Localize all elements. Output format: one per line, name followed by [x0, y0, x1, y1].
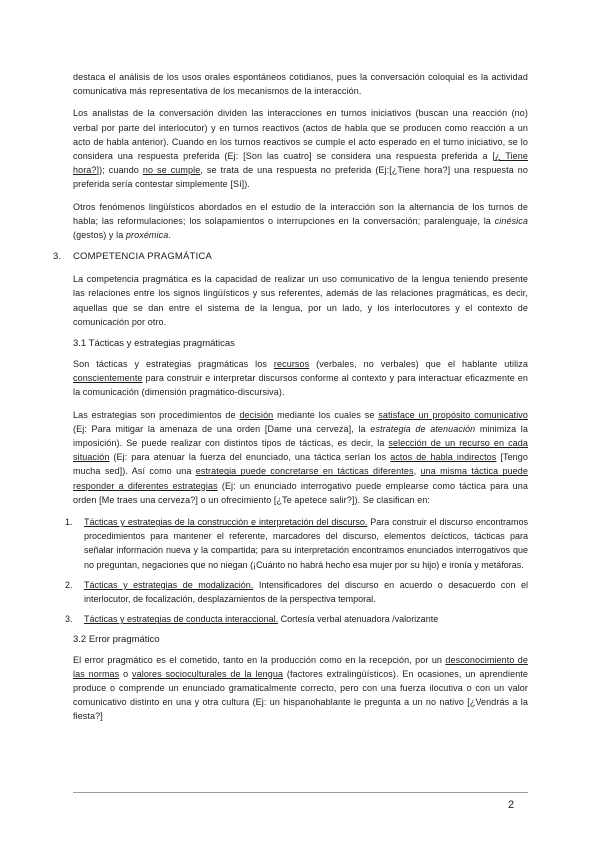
subsection-heading: 3.1 Tácticas y estrategias pragmáticas	[73, 338, 235, 350]
paragraph-tacticas	[73, 357, 528, 400]
text-run: (Ej: Para mitigar la amenaza de una orden [Dame una cerveza], la	[73, 423, 371, 434]
paragraph-error	[73, 653, 528, 724]
list-item	[65, 578, 528, 606]
subsection-heading: 3.2 Error pragmático	[73, 633, 160, 645]
text-run: Las estrategias son procedimientos de	[73, 409, 240, 420]
list-item-text: Para construir el discurso encontramos procedimientos para mantener el referente, marcadores del discurso, elementos deícticos, tácticas para señalar información nueva y la compartida; para su interpretación encontramos enunciados interrogativos que no preguntan, negaciones que no niegan (¡Cuánto no habrá hecho esa mujer por su hijo) e ironía y metáforas.	[84, 517, 528, 570]
text-run: , se trata de una respuesta no preferida (Ej:[¿Tiene hora?] una respuesta no preferida sería contestar simplemente [Sí]).	[73, 165, 528, 190]
text-run: [Tengo mucha sed]). Así como una	[73, 452, 528, 477]
underlined-text: recursos	[273, 359, 310, 370]
text-run: o	[119, 668, 133, 679]
underlined-text: estrategia puede concretarse en tácticas diferentes	[195, 466, 414, 477]
list-item-title: Tácticas y estrategias de modalización.	[84, 579, 254, 590]
classification-list	[65, 515, 528, 626]
text-run: (factores extralingüísticos). En ocasiones, un aprendiente produce o comprende un enunciado gramaticalmente correcto, pero con una fuerza ilocutiva o con un valor comunicativo distinto en una y otra cultura (Ej: un hispanohablante le pregunta a un no nativo [¿Vendrás a la fiesta?]	[73, 668, 528, 722]
underlined-text: satisface un propósito comunicativo	[378, 409, 529, 420]
paragraph-estrategias	[73, 408, 528, 507]
text-run: Los analistas de la conversación dividen las interacciones en turnos iniciativos (buscan una reacción (no) verbal por parte del interlocutor) y en turnos reactivos (actos de habla que se producen como reacción a un acto de habla anterior). Cuando en los turnos reactivos se cumple el acto esperado en el turno iniciativo, se lo considera una respuesta preferida (Ej: [Son las cuatro] se considera una respuesta preferida a [	[73, 108, 528, 162]
underlined-text: conscientemente	[73, 373, 143, 384]
italic-text: estrategia de atenuación	[370, 423, 476, 434]
list-number: 3.	[65, 614, 73, 625]
text-run: (Ej: un enunciado interrogativo puede emplearse como táctica para una orden [Me traes una cerveza?] o un ofrecimiento [¿Te apetece salir?]). Se clasifican en:	[73, 480, 528, 505]
text-run: ]); cuando	[96, 165, 143, 176]
text-run: (Ej: para atenuar la fuerza del enunciado, una táctica serían los	[109, 452, 391, 463]
text-run: (verbales, no verbales) que el hablante utiliza	[309, 359, 528, 370]
list-number: 2.	[65, 579, 73, 590]
list-item-title: Tácticas y estrategias de la construcción e interpretación del discurso.	[84, 517, 368, 528]
italic-text: proxémica	[125, 230, 169, 241]
text-run: .	[168, 230, 171, 241]
list-number: 1.	[65, 517, 73, 528]
text-run: Son tácticas y estrategias pragmáticas los	[73, 359, 274, 370]
underlined-text: actos de habla indirectos	[390, 452, 497, 463]
list-item-title: Tácticas y estrategias de conducta interaccional.	[84, 614, 279, 625]
underlined-text: no se cumple	[142, 165, 201, 176]
paragraph-competencia	[73, 272, 528, 329]
page-content	[53, 70, 529, 732]
italic-text: cinésica	[494, 215, 528, 226]
text-run: El error pragmático es el cometido, tanto en la producción como en la recepción, por un	[73, 654, 446, 665]
text-run: La competencia pragmática es la capacidad de realizar un uso comunicativo de la lengua teniendo presente las relaciones entre los signos lingüísticos y sus referentes, además de las relaciones pragmáticas, es decir, aquellas que se dan entre el sistema de la lengua, por un lado, y los interlocutores y el contexto de comunicación por otro.	[73, 274, 528, 327]
underlined-text: valores socioculturales de la lengua	[132, 668, 284, 679]
page-number: 2	[508, 799, 515, 811]
text-run: destaca el análisis de los usos orales espontáneos cotidianos, pues la conversación coloquial es la actividad comunicativa más representativa de los mecanismos de la interacción.	[73, 72, 528, 97]
list-item-text: Cortesía verbal atenuadora /valorizante	[278, 614, 439, 625]
underlined-text: ¿ Tiene hora?	[73, 151, 528, 176]
text-run: mediante los cuales se	[273, 409, 379, 420]
paragraph-analistas	[73, 106, 528, 191]
text-run: ,	[413, 466, 421, 477]
text-run: para construir e interpretar discursos conforme al contexto y para interactuar eficazmente en la comunicación (dimensión pragmático-discursiva).	[73, 373, 528, 398]
section-title: COMPETENCIA PRAGMÁTICA	[73, 251, 213, 263]
section-heading	[53, 250, 528, 263]
list-item	[65, 612, 528, 626]
text-run: Otros fenómenos lingüísticos abordados en el estudio de la interacción son la alternancia de los turnos de habla; las reformulaciones; los solapamientos o interrupciones en la conversación; paralenguaje, la	[73, 201, 528, 226]
list-item	[65, 515, 528, 572]
underlined-text: una misma táctica puede responder a diferentes estrategias	[73, 466, 528, 491]
text-run: (gestos) y la	[73, 230, 126, 241]
section-number: 3.	[53, 251, 62, 263]
text-run: minimiza la imposición). Se puede realizar con distintos tipos de tácticas, es decir, la	[73, 423, 528, 449]
underlined-text: desconocimiento de las normas	[73, 654, 528, 679]
list-item-text: Intensificadores del discurso en acuerdo o desacuerdo con el interlocutor, de focalización, desplazamientos de la perspectiva temporal.	[84, 579, 528, 605]
footer-divider	[73, 792, 528, 793]
underlined-text: decisión	[239, 409, 274, 420]
paragraph-otros	[73, 200, 528, 243]
paragraph-intro	[73, 70, 528, 98]
underlined-text: selección de un recurso en cada situación	[73, 438, 528, 463]
